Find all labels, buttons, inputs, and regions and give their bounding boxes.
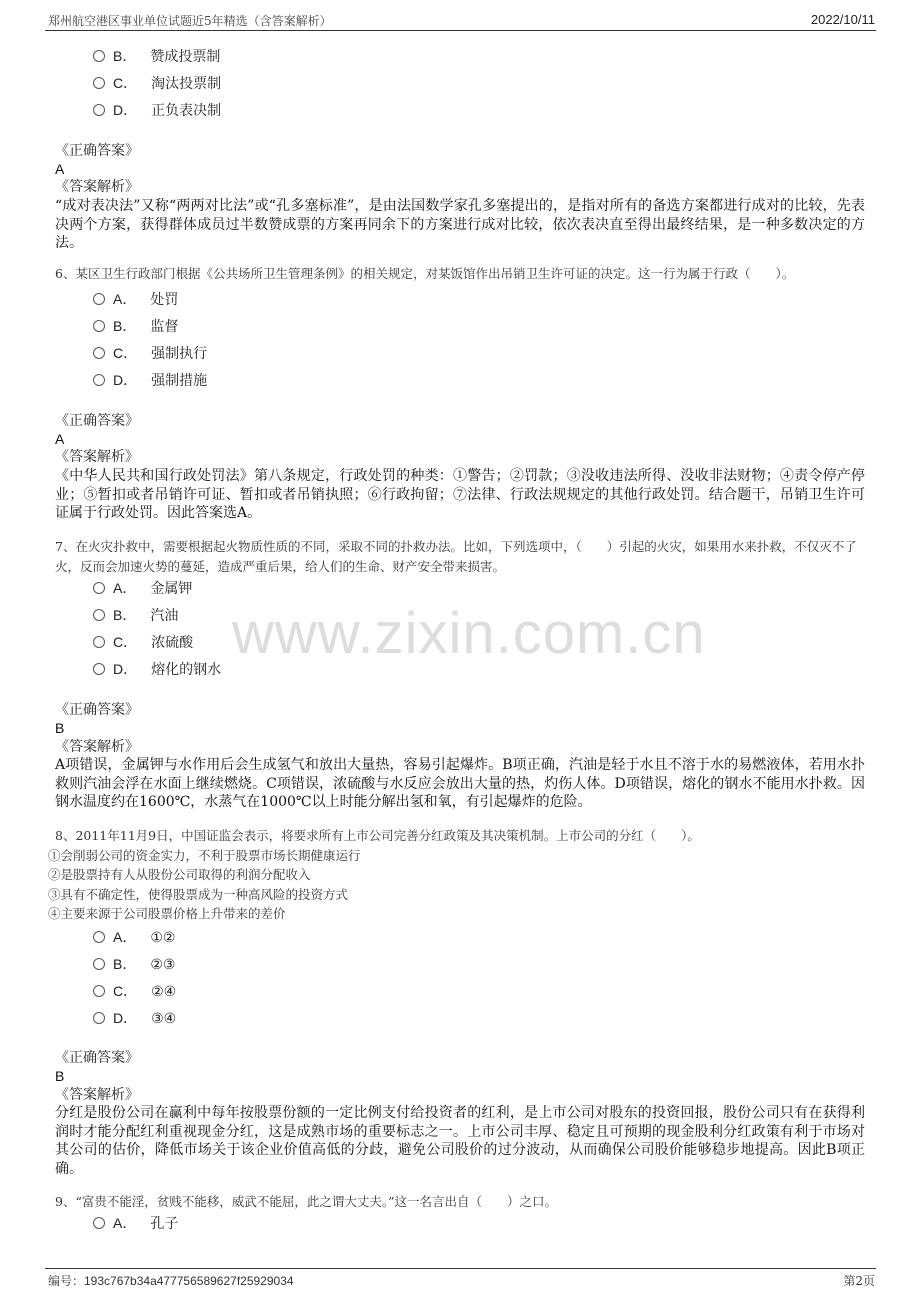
option-q5-d[interactable]: D． 正负表决制 [93,100,221,122]
answer-value: A [55,431,65,447]
answer-label: 《正确答案》 [55,143,139,159]
explanation-text: 《中华人民共和国行政处罚法》第八条规定，行政处罚的种类：①警告；②罚款；③没收违法所得、没收非法财物；④责令停产停业；⑤暂扣或者吊销许可证、暂扣或者吊销执照；⑥行政拘留；⑦法律、行政法规规定的其他行政处罚。结合题干，吊销卫生许可证属于行政处罚。因此答案选A。 [55,468,865,521]
page-header [0,0,920,32]
explanation-text: “成对表决法”又称“两两对比法”或“孔多塞标准”，是由法国数学家孔多塞提出的，是指对所有的备选方案都进行成对的比较，先表决两个方案，获得群体成员过半数赞成票的方案再同余下的方案进行成对比较，依次表决直至得出最终结果，是一种多数决定的方法。 [55,198,865,251]
question-7: 7、在火灾扑救中，需要根据起火物质性质的不同，采取不同的扑救办法。比如，下列选项中，（ ）引起的火灾，如果用水来扑救，不仅灭不了火，反而会加速火势的蔓延，造成严重后果，给人们的生命、财产安全带来损害。 [55,539,857,574]
question-8: 8、2011年11月9日，中国证监会表示，将要求所有上市公司完善分红政策及其决策机制。上市公司的分红（ ）。 [55,828,700,843]
radio-icon[interactable] [93,1217,105,1229]
question-6: 6、某区卫生行政部门根据《公共场所卫生管理条例》的相关规定，对某饭馆作出吊销卫生许可证的决定。这一行为属于行政（ ）。 [55,266,795,281]
radio-icon[interactable] [93,77,105,89]
radio-icon[interactable] [93,663,105,675]
radio-icon[interactable] [93,293,105,305]
answer-label: 《正确答案》 [55,1050,139,1066]
option-q7-c[interactable]: C． 浓硫酸 [93,632,193,654]
explanation-label: 《答案解析》 [55,179,139,195]
answer-value: B [55,720,65,736]
page-number: 第2页 [843,1274,875,1288]
radio-icon[interactable] [93,582,105,594]
page-footer [0,1268,920,1302]
statement-3: ③具有不确定性，使得股票成为一种高风险的投资方式 [48,887,349,902]
option-q5-c[interactable]: C． 淘汰投票制 [93,73,221,95]
radio-icon[interactable] [93,374,105,386]
option-q8-c[interactable]: C． ②④ [93,981,176,1003]
option-q6-b[interactable]: B． 监督 [93,316,178,338]
question-9: 9、“富贵不能淫，贫贱不能移，威武不能屈，此之谓大丈夫。”这一名言出自（ ）之口。 [55,1194,557,1209]
option-q8-a[interactable]: A． ①② [93,927,175,949]
radio-icon[interactable] [93,104,105,116]
document-title: 郑州航空港区事业单位试题近5年精选（含答案解析） [48,14,332,28]
radio-icon[interactable] [93,958,105,970]
option-q9-a[interactable]: A． 孔子 [93,1213,178,1235]
option-q8-b[interactable]: B． ②③ [93,954,175,976]
explanation-label: 《答案解析》 [55,739,139,755]
radio-icon[interactable] [93,609,105,621]
option-q6-c[interactable]: C． 强制执行 [93,343,207,365]
footer-divider [45,1268,876,1269]
document-date: 2022/10/11 [810,12,875,27]
explanation-text: A项错误，金属钾与水作用后会生成氢气和放出大量热，容易引起爆炸。B项正确，汽油是轻于水且不溶于水的易燃液体，若用水扑救则汽油会浮在水面上继续燃烧。C项错误，浓硫酸与水反应会放出大量的热，灼伤人体。D项错误，熔化的钢水不能用水扑救。因钢水温度约在1600℃，水蒸气在1000℃以上时能分解出氢和氧，有引起爆炸的危险。 [55,757,865,810]
radio-icon[interactable] [93,636,105,648]
document-code: 编号：193c767b34a477756589627f25929034 [48,1274,294,1288]
option-q8-d[interactable]: D． ③④ [93,1008,176,1030]
header-divider [45,30,876,31]
answer-value: B [55,1068,65,1084]
answer-label: 《正确答案》 [55,413,139,429]
option-q6-a[interactable]: A． 处罚 [93,289,178,311]
radio-icon[interactable] [93,931,105,943]
option-q5-b[interactable]: B． 赞成投票制 [93,46,220,68]
radio-icon[interactable] [93,50,105,62]
radio-icon[interactable] [93,320,105,332]
option-q7-d[interactable]: D． 熔化的钢水 [93,659,221,681]
option-q7-b[interactable]: B． 汽油 [93,605,178,627]
option-q7-a[interactable]: A． 金属钾 [93,578,192,600]
watermark: www.zixin.com.cn [232,601,706,666]
radio-icon[interactable] [93,985,105,997]
statement-1: ①会削弱公司的资金实力，不利于股票市场长期健康运行 [48,848,361,863]
explanation-label: 《答案解析》 [55,1087,139,1103]
explanation-text: 分红是股份公司在赢利中每年按股票份额的一定比例支付给投资者的红利，是上市公司对股东的投资回报，股份公司只有在获得利润时才能分配红利重视现金分红，这是成熟市场的重要标志之一。上市公司丰厚、稳定且可预期的现金股利分红政策有利于市场对其公司的估价，降低市场关于该企业价值高低的分歧，避免公司股价的过分波动，从而确保公司股价能够稳步地提高。因此B项正确。 [55,1105,865,1177]
answer-label: 《正确答案》 [55,702,139,718]
radio-icon[interactable] [93,347,105,359]
answer-value: A [55,161,65,177]
statement-2: ②是股票持有人从股份公司取得的利润分配收入 [48,867,311,882]
explanation-label: 《答案解析》 [55,449,139,465]
radio-icon[interactable] [93,1012,105,1024]
option-q6-d[interactable]: D． 强制措施 [93,370,207,392]
statement-4: ④主要来源于公司股票价格上升带来的差价 [48,906,286,921]
